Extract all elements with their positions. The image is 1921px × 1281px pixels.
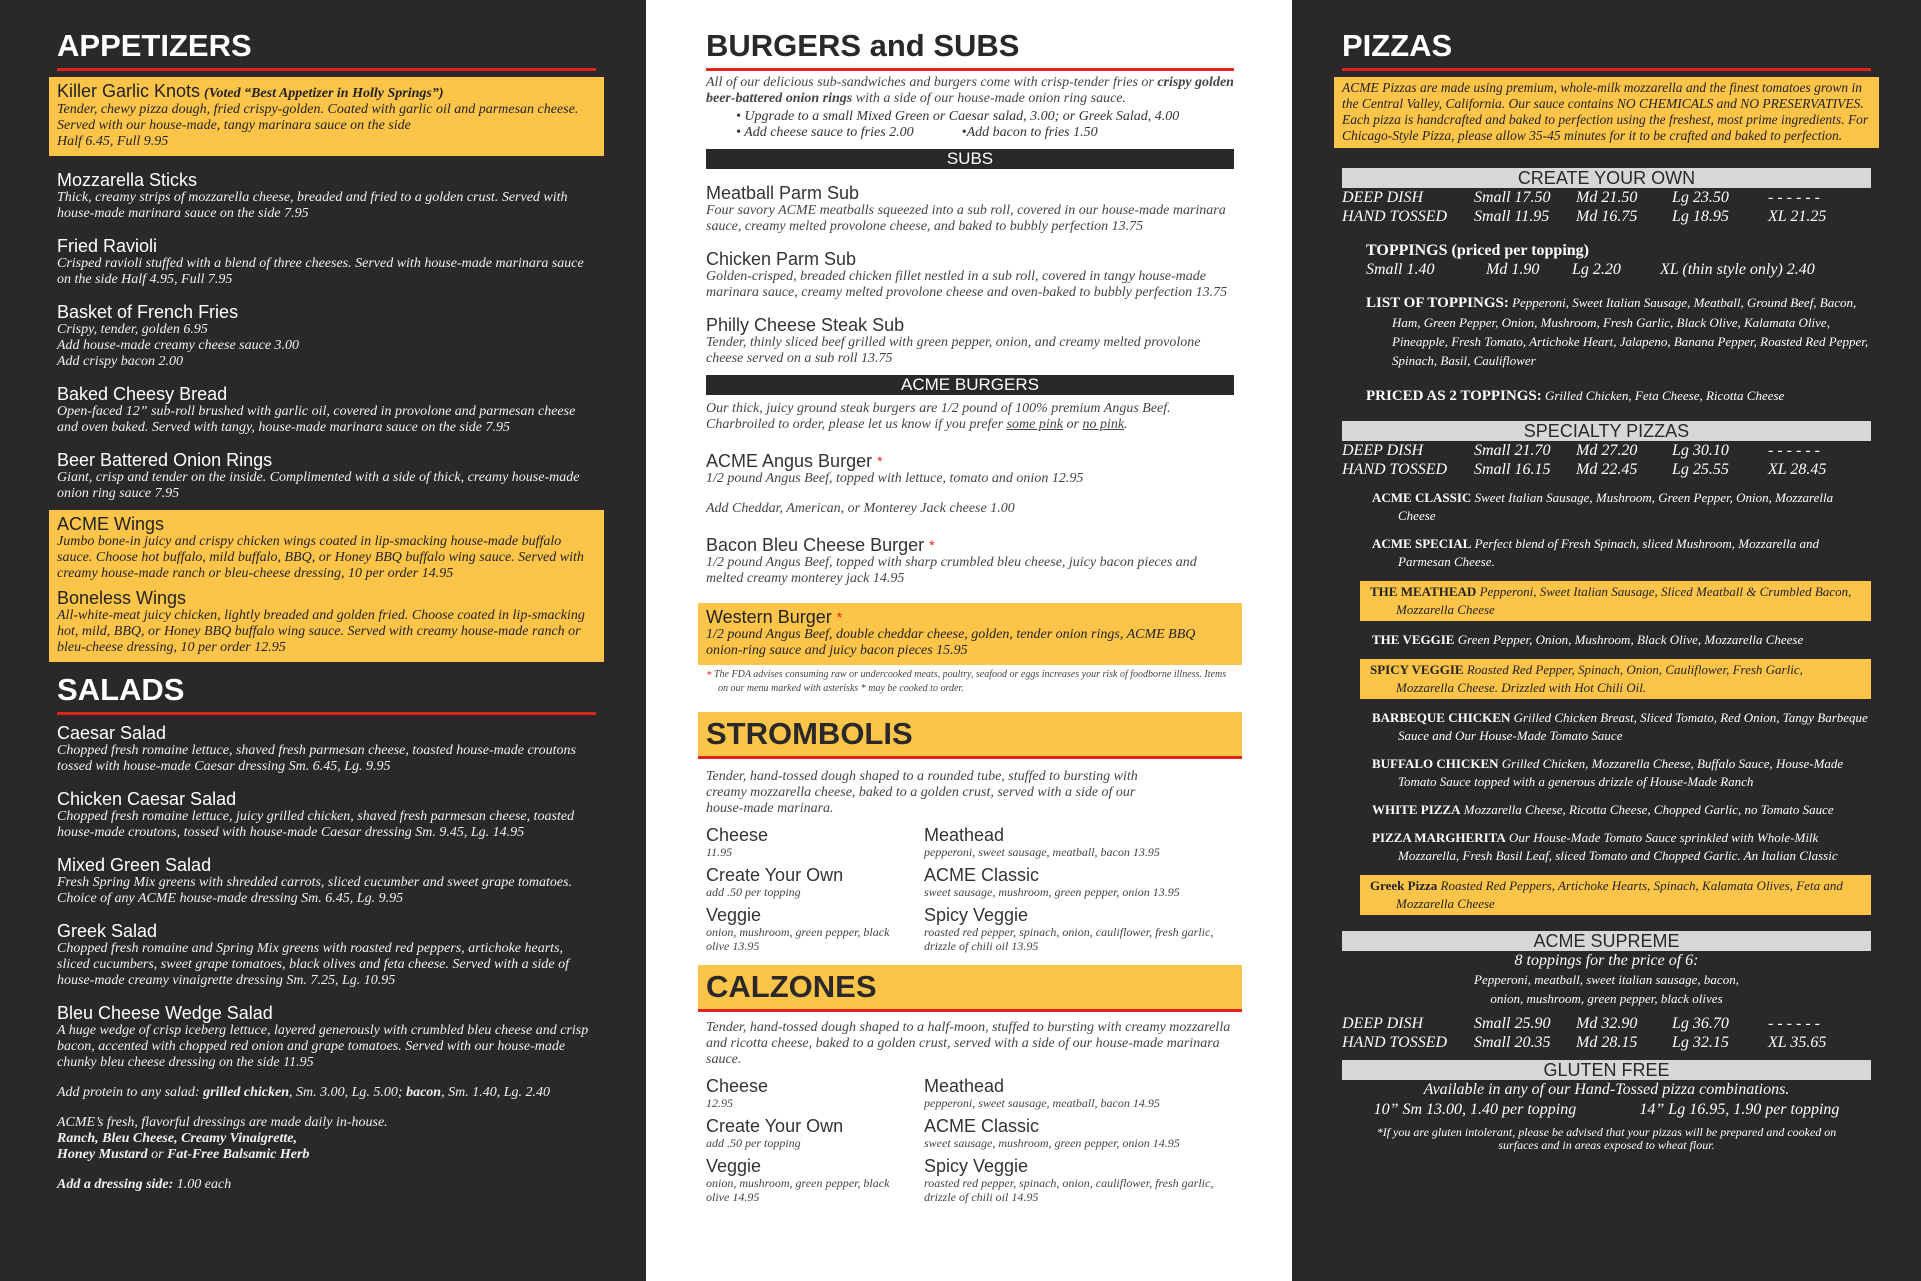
item-name: Meatball Parm Sub [706,183,860,203]
menu-item: Spicy Veggie roasted red pepper, spinach, onion, cauliflower, fresh garlic, drizzle of chili oil 13.95 [924,905,1214,953]
dressing-side: Add a dressing side: 1.00 each [57,1177,232,1192]
menu-item: Create Your Own add .50 per topping [706,865,844,899]
middle-panel [646,0,1292,1281]
priced-two-toppings: PRICED AS 2 TOPPINGS: Grilled Chicken, Feta Cheese, Ricotta Cheese [1366,388,1785,404]
price-row: DEEP DISH Small 17.50 Md 21.50 Lg 23.50 - - - - - - [1342,189,1820,206]
protein-note: Add protein to any salad: grilled chicken, Sm. 3.00, Lg. 5.00; bacon, Sm. 1.40, Lg. 2.40 [57,1085,550,1100]
left-panel [0,0,646,1281]
create-your-own-bar: CREATE YOUR OWN [1342,168,1871,188]
item-desc: Giant, crisp and tender on the inside. Complimented with a side of thick, creamy house-made onion ring sauce 7.95 [57,470,580,501]
right-panel [1292,0,1921,1281]
toppings-label: TOPPINGS (priced per topping) [1366,242,1589,259]
upgrade-list [706,109,1234,141]
item-desc: Chopped fresh romaine lettuce, shaved fresh parmesan cheese, toasted house-made croutons tossed with house-made Caesar dressing Sm. 6.45, Lg. 9.95 [57,743,576,774]
item-name: Chicken Caesar Salad [57,789,237,809]
menu-item [57,302,596,370]
supreme-price-table [1342,1014,1871,1052]
item-name: Mozzarella Sticks [57,170,198,190]
item-name: Boneless Wings [57,588,187,608]
item-name: Chicken Parm Sub [706,249,857,269]
specialty-item-highlight: THE MEATHEAD Pepperoni, Sweet Italian Sausage, Sliced Meatball & Crumbled Bacon, Mozzarella Cheese [1360,581,1871,621]
item-desc: Open-faced 12” sub-roll brushed with garlic oil, covered in provolone and parmesan cheese and oven baked. Served with tangy, house-made marinara sauce on the side 7.95 [57,404,576,435]
menu-item [706,183,1234,235]
menu-item [57,723,596,775]
item-name: Bleu Cheese Wedge Salad [57,1003,273,1023]
item-extra: Add crispy bacon 2.00 [57,354,183,369]
item-desc: All-white-meat juicy chicken, lightly breaded and golden fried. Choose coated in lip-smacking hot, mild, BBQ, or Honey BBQ buffalo wing sauce. Served with creamy house-made ranch or bleu-cheese dressing, 10 per order 12.95 [57,608,585,655]
item-desc: Tender, chewy pizza dough, fried crispy-golden. Coated with garlic oil and parmesan cheese. Served with our house-made, tangy marinara sauce on the side [57,102,579,133]
menu-item: ACME Classic sweet sausage, mushroom, green pepper, onion 14.95 [924,1116,1180,1150]
specialty-price-table [1342,441,1871,479]
voted-badge: (Voted “Best Appetizer in Holly Springs”) [204,86,444,101]
strombolis-grid [706,825,1234,953]
list-item: • Add cheese sauce to fries 2.00 •Add bacon to fries 1.50 [736,125,1098,140]
price-row: HAND TOSSED Small 20.35 Md 28.15 Lg 32.15 XL 35.65 [1342,1034,1827,1051]
supreme-line: onion, mushroom, green pepper, black olives [1490,991,1723,1006]
item-desc: Crispy, tender, golden 6.95 [57,322,208,337]
item-name: ACME Angus Burger * [706,451,883,471]
gluten-line: Available in any of our Hand-Tossed pizza combinations. [1423,1081,1790,1098]
item-name: Philly Cheese Steak Sub [706,315,905,335]
specialty-item: BUFFALO CHICKEN Grilled Chicken, Mozzarella Cheese, Buffalo Sauce, House-Made Tomato Sauce topped with a generous drizzle of House-Made Ranch [1372,756,1844,789]
supreme-line: 8 toppings for the price of 6: [1514,952,1699,969]
toppings-prices: Small 1.40 Md 1.90 Lg 2.20 XL (thin style only) 2.40 [1366,261,1815,278]
item-name: Killer Garlic Knots [57,81,201,101]
menu-item [706,249,1234,301]
specialty-pizzas-bar: SPECIALTY PIZZAS [1342,421,1871,441]
price-row: DEEP DISH Small 21.70 Md 27.20 Lg 30.10 - - - - - - [1342,442,1820,459]
calzones-title: CALZONES [698,965,1242,1012]
item-name: Mixed Green Salad [57,855,212,875]
dressings-list: Ranch, Bleu Cheese, Creamy Vinaigrette, [57,1131,297,1146]
menu-item [57,1003,596,1071]
subs-bar: SUBS [706,149,1234,169]
menu-item: Meathead pepperoni, sweet sausage, meatball, bacon 14.95 [924,1076,1160,1110]
pizzas-title: PIZZAS [1342,28,1871,71]
burgers-note: Our thick, juicy ground steak burgers are 1/2 pound of 100% premium Angus Beef. Charbroiled to order, please let us know if you prefer some pink or no pink. [706,401,1171,432]
asterisk-icon: * [877,453,883,469]
menu-item [706,535,1234,587]
item-desc: A huge wedge of crisp iceberg lettuce, layered generously with crumbled bleu cheese and crisp bacon, accented with chopped red onion and grape tomatoes. Served with our house-made chunky bleu cheese dressing on the side 11.95 [57,1023,589,1070]
menu-item: Spicy Veggie roasted red pepper, spinach, onion, cauliflower, fresh garlic, drizzle of chili oil 14.95 [924,1156,1214,1204]
menu-item [57,789,596,841]
price-row: HAND TOSSED Small 16.15 Md 22.45 Lg 25.55 XL 28.45 [1342,461,1827,478]
menu-item: ACME Classic sweet sausage, mushroom, green pepper, onion 13.95 [924,865,1180,899]
item-name: Baked Cheesy Bread [57,384,228,404]
salads-title: SALADS [57,672,596,715]
specialty-item: WHITE PIZZA Mozzarella Cheese, Ricotta Cheese, Chopped Garlic, no Tomato Sauce [1372,802,1834,817]
specialty-item: PIZZA MARGHERITA Our House-Made Tomato Sauce sprinkled with Whole-Milk Mozzarella, Fresh Basil Leaf, sliced Tomato and Chopped Garlic. An Italian Classic [1372,830,1838,863]
pizzas-intro: ACME Pizzas are made using premium, whole-milk mozzarella and the finest tomatoes grown in the Central Valley, California. Our sauce contains NO CHEMICALS and NO PRESERVATIVES. Each pizza is handcrafted and baked to perfection using the freshest, most prime ingredients. For Chicago-Style Pizza, please allow 35-45 minutes for it to be crafted and baked to perfection. [1334,77,1879,148]
item-name: Caesar Salad [57,723,167,743]
menu-item: Cheese 11.95 [706,825,769,859]
list-item: • Upgrade to a small Mixed Green or Caesar salad, 3.00; or Greek Salad, 4.00 [736,109,1180,124]
supreme-line: Pepperoni, meatball, sweet italian sausage, bacon, [1474,972,1739,987]
killer-garlic-knots [49,77,604,156]
menu-item [706,451,1234,517]
menu-item [57,170,596,222]
calzones-intro: Tender, hand-tossed dough shaped to a half-moon, stuffed to bursting with creamy mozzarella and ricotta cheese, baked to a golden crust, served with a side of our house-made marinara sauce. [706,1020,1231,1067]
price-row: DEEP DISH Small 25.90 Md 32.90 Lg 36.70 - - - - - - [1342,1015,1820,1032]
western-burger [698,603,1242,665]
item-extra: Add Cheddar, American, or Monterey Jack cheese 1.00 [706,501,1015,516]
specialty-item: BARBEQUE CHICKEN Grilled Chicken Breast, Sliced Tomato, Red Onion, Tangy Barbeque Sauce and Our House-Made Tomato Sauce [1372,710,1868,743]
burgers-intro: All of our delicious sub-sandwiches and burgers come with crisp-tender fries or crispy golden beer-battered onion rings with a side of our house-made onion ring sauce. [706,75,1234,106]
menu-item: Veggie onion, mushroom, green pepper, black olive 14.95 [706,1156,890,1204]
menu-item: Meathead pepperoni, sweet sausage, meatball, bacon 13.95 [924,825,1160,859]
gluten-note: *If you are gluten intolerant, please be advised that your pizzas will be prepared and cooked on surfaces and in areas exposed to wheat flour. [1376,1125,1837,1152]
asterisk-icon: * [929,537,935,553]
specialty-item: ACME CLASSIC Sweet Italian Sausage, Mushroom, Green Pepper, Onion, Mozzarella Cheese [1372,490,1834,523]
menu-item: Veggie onion, mushroom, green pepper, black olive 13.95 [706,905,890,953]
acme-supreme-bar: ACME SUPREME [1342,931,1871,951]
specialty-item-highlight: SPICY VEGGIE Roasted Red Pepper, Spinach, Onion, Cauliflower, Fresh Garlic, Mozzarella Cheese. Drizzled with Hot Chili Oil. [1360,659,1871,699]
item-desc: Tender, thinly sliced beef grilled with green pepper, onion, and creamy melted provolone cheese served on a sub roll 13.75 [706,335,1201,366]
item-extra: Add house-made creamy cheese sauce 3.00 [57,338,300,353]
wings-highlight [49,510,604,662]
item-desc: Chopped fresh romaine and Spring Mix greens with roasted red peppers, artichoke hearts, sliced cucumbers, sweet grape tomatoes, black olives and feta cheese. Served with a side of house-made creamy vinaigrette dressing Sm. 7.25, Lg. 10.95 [57,941,570,988]
item-desc: Crisped ravioli stuffed with a blend of three cheeses. Served with house-made marinara sauce on the side Half 4.95, Full 7.95 [57,256,584,287]
item-desc: Thick, creamy strips of mozzarella cheese, breaded and fried to a golden crust. Served with house-made marinara sauce on the side 7.95 [57,190,568,221]
menu-item [57,921,596,989]
item-name: Beer Battered Onion Rings [57,450,273,470]
item-desc: Golden-crisped, breaded chicken fillet nestled in a sub roll, covered in tangy house-made marinara sauce, creamy melted provolone cheese and oven-baked to bubbly perfection 13.75 [706,269,1228,300]
menu-item: Cheese 12.95 [706,1076,769,1110]
item-name: Greek Salad [57,921,158,941]
menu-item [57,855,596,907]
dressings-intro: ACME’s fresh, flavorful dressings are made daily in-house. [57,1115,388,1130]
gluten-free-bar: GLUTEN FREE [1342,1060,1871,1080]
strombolis-title: STROMBOLIS [698,712,1242,759]
fda-note: * The FDA advises consuming raw or undercooked meats, poultry, seafood or eggs increases your risk of foodborne illness. Items on our menu marked with asterisks * may be cooked to order. [706,669,1227,694]
menu-item: Create Your Own add .50 per topping [706,1116,844,1150]
item-desc: 1/2 pound Angus Beef, topped with lettuce, tomato and onion 12.95 [706,471,1084,486]
price-row: HAND TOSSED Small 11.95 Md 16.75 Lg 18.95 XL 21.25 [1342,208,1827,225]
specialty-item: ACME SPECIAL Perfect blend of Fresh Spinach, sliced Mushroom, Mozzarella and Parmesan Cheese. [1372,536,1820,569]
create-price-table [1342,188,1871,226]
item-desc: Chopped fresh romaine lettuce, juicy grilled chicken, shaved fresh parmesan cheese, toasted house-made croutons, tossed with house-made Caesar dressing Sm. 9.45, Lg. 14.95 [57,809,575,840]
gluten-prices: 10” Sm 13.00, 1.40 per topping 14” Lg 16.95, 1.90 per topping [1373,1101,1840,1118]
item-desc: 1/2 pound Angus Beef, double cheddar cheese, golden, tender onion rings, ACME BBQ onion-ring sauce and juicy bacon pieces 15.95 [706,627,1196,658]
specialty-item-highlight: Greek Pizza Roasted Red Peppers, Artichoke Hearts, Spinach, Kalamata Olives, Feta and Mozzarella Cheese [1360,875,1871,915]
item-name: Fried Ravioli [57,236,158,256]
item-desc: Jumbo bone-in juicy and crispy chicken wings coated in lip-smacking house-made buffalo sauce. Choose hot buffalo, mild buffalo, BBQ, or Honey BBQ buffalo wing sauce. Served with creamy house-made ranch or bleu-cheese dressing, 10 per order 14.95 [57,534,584,581]
item-desc: Fresh Spring Mix greens with shredded carrots, sliced cucumber and sweet grape tomatoes. Choice of any ACME house-made dressing Sm. 6.45, Lg. 9.95 [57,875,573,906]
burgers-subs-title: BURGERS and SUBS [706,28,1234,71]
item-desc: 1/2 pound Angus Beef, topped with sharp crumbled bleu cheese, juicy bacon pieces and melted creamy monterey jack 14.95 [706,555,1197,586]
menu-item [57,384,596,436]
specialty-list [1342,489,1871,915]
menu-item [57,450,596,502]
dressings-list-2: Honey Mustard or Fat-Free Balsamic Herb [57,1147,310,1162]
item-desc: Four savory ACME meatballs squeezed into a sub roll, covered in our house-made marinara sauce, creamy melted provolone cheese, and baked to bubbly perfection 13.75 [706,203,1226,234]
item-name: Western Burger * [706,607,843,627]
item-name: Basket of French Fries [57,302,239,322]
acme-burgers-bar: ACME BURGERS [706,375,1234,395]
calzones-grid [706,1076,1234,1204]
appetizers-title: APPETIZERS [57,28,596,71]
menu-item [706,315,1234,367]
menu-item [57,236,596,288]
item-name: ACME Wings [57,514,165,534]
item-name: Bacon Bleu Cheese Burger * [706,535,935,555]
toppings-list: LIST OF TOPPINGS: Pepperoni, Sweet Italian Sausage, Meatball, Ground Beef, Bacon, Ham, Green Pepper, Onion, Mushroom, Fresh Garlic, Black Olive, Kalamata Olive, Pineapple, Fresh Tomato, Artichoke Heart, Jalapeno, Banana Pepper, Roasted Red Pepper, Spinach, Basil, Cauliflower [1366,295,1869,368]
asterisk-icon: * [836,609,843,625]
strombolis-intro: Tender, hand-tossed dough shaped to a rounded tube, stuffed to bursting with creamy mozzarella cheese, baked to a golden crust, served with a side of our house-made marinara. [706,769,1138,816]
specialty-item: THE VEGGIE Green Pepper, Onion, Mushroom, Black Olive, Mozzarella Cheese [1372,632,1804,647]
item-price: Half 6.45, Full 9.95 [57,134,169,149]
